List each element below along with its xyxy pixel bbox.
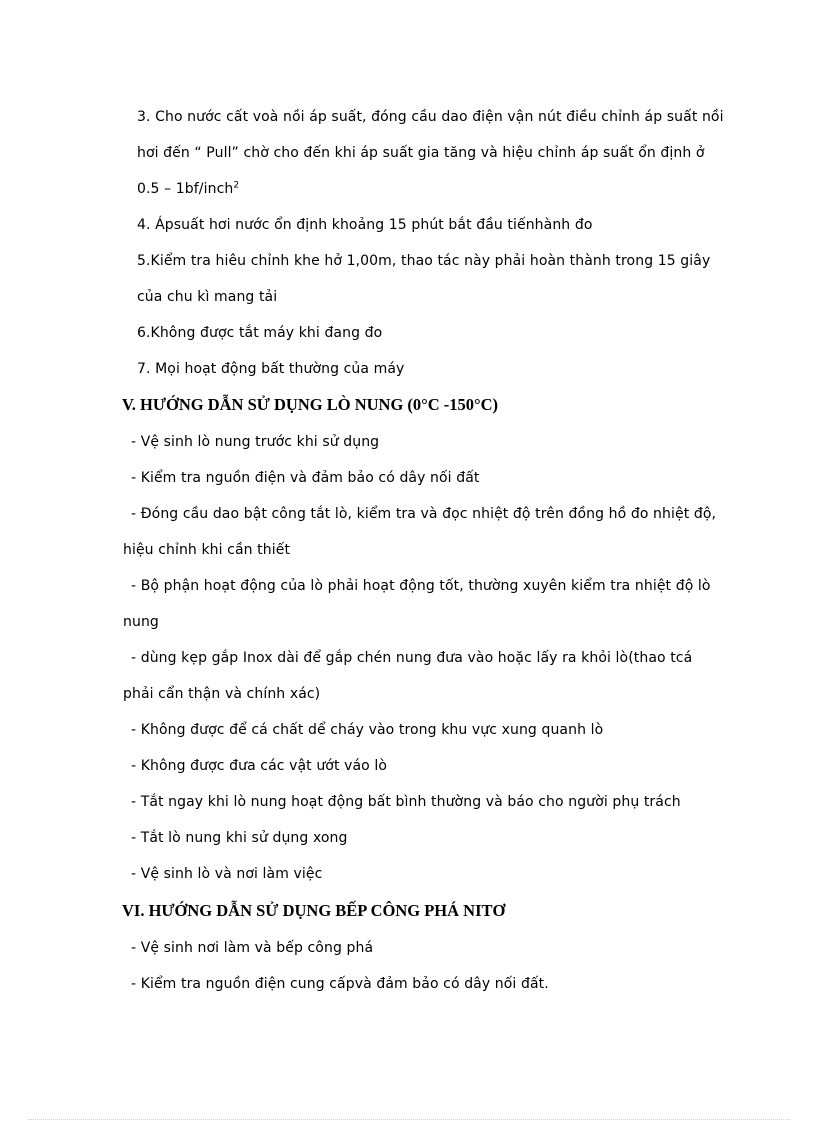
section-v-heading: V. HƯỚNG DẪN SỬ DỤNG LÒ NUNG (0°C -150°C) — [122, 395, 499, 414]
furnace-bullet-1: - Vệ sinh lò nung trước khi sử dụng — [131, 434, 380, 450]
furnace-bullet-6: - Không được để cá chất dể cháy vào trong khu vực xung quanh lò — [131, 722, 604, 738]
furnace-bullet-4-line-1: - Bộ phận hoạt động của lò phải hoạt động tốt, thường xuyên kiểm tra nhiệt độ lò — [131, 578, 711, 594]
furnace-bullet-7: - Không được đưa các vật ướt váo lò — [131, 758, 388, 774]
furnace-bullet-5-line-2: phải cẩn thận và chính xác) — [123, 686, 321, 702]
furnace-bullet-10: - Vệ sinh lò và nơi làm việc — [131, 866, 323, 882]
page-bottom-rule — [28, 1119, 790, 1120]
step-5-line-1: 5.Kiểm tra hiêu chỉnh khe hở 1,00m, thao tác này phải hoàn thành trong 15 giây — [137, 253, 711, 269]
step-5-line-2: của chu kì mang tải — [137, 289, 278, 305]
furnace-bullet-9: - Tắt lò nung khi sử dụng xong — [131, 830, 348, 846]
furnace-bullet-5-line-1: - dùng kẹp gắp Inox dài để gắp chén nung đưa vào hoặc lấy ra khỏi lò(thao tcá — [131, 650, 693, 666]
furnace-bullet-3-line-2: hiệu chỉnh khi cần thiết — [123, 542, 291, 558]
step-3-line-2: hơi đến “ Pull” chờ cho đến khi áp suất gia tăng và hiệu chỉnh áp suất ổn định ở — [137, 145, 705, 161]
pressure-value: 0.5 – 1bf/inch — [137, 181, 234, 197]
step-6: 6.Không được tắt máy khi đang đo — [137, 325, 383, 341]
step-4: 4. Ápsuất hơi nước ổn định khoảng 15 phút bắt đầu tiếnhành đo — [137, 217, 593, 233]
digester-bullet-1: - Vệ sinh nơi làm và bếp công phá — [131, 940, 374, 956]
superscript-2: 2 — [233, 180, 240, 191]
furnace-bullet-2: - Kiểm tra nguồn điện và đảm bảo có dây nối đất — [131, 470, 480, 486]
digester-bullet-2: - Kiểm tra nguồn điện cung cấpvà đảm bảo có dây nối đất. — [131, 976, 549, 992]
step-3-line-3 — [137, 180, 239, 198]
furnace-bullet-8: - Tắt ngay khi lò nung hoạt động bất bình thường và báo cho người phụ trách — [131, 794, 681, 810]
furnace-bullet-3-line-1: - Đóng cầu dao bật công tắt lò, kiểm tra và đọc nhiệt độ trên đồng hồ đo nhiệt độ, — [131, 506, 717, 522]
furnace-bullet-4-line-2: nung — [123, 614, 159, 630]
step-3-line-1: 3. Cho nước cất voà nồi áp suất, đóng cầu dao điện vận nút điều chỉnh áp suất nồi — [137, 109, 724, 125]
step-7: 7. Mọi hoạt động bất thường của máy — [137, 361, 405, 377]
section-vi-heading: VI. HƯỚNG DẪN SỬ DỤNG BẾP CÔNG PHÁ NITƠ — [122, 901, 506, 920]
